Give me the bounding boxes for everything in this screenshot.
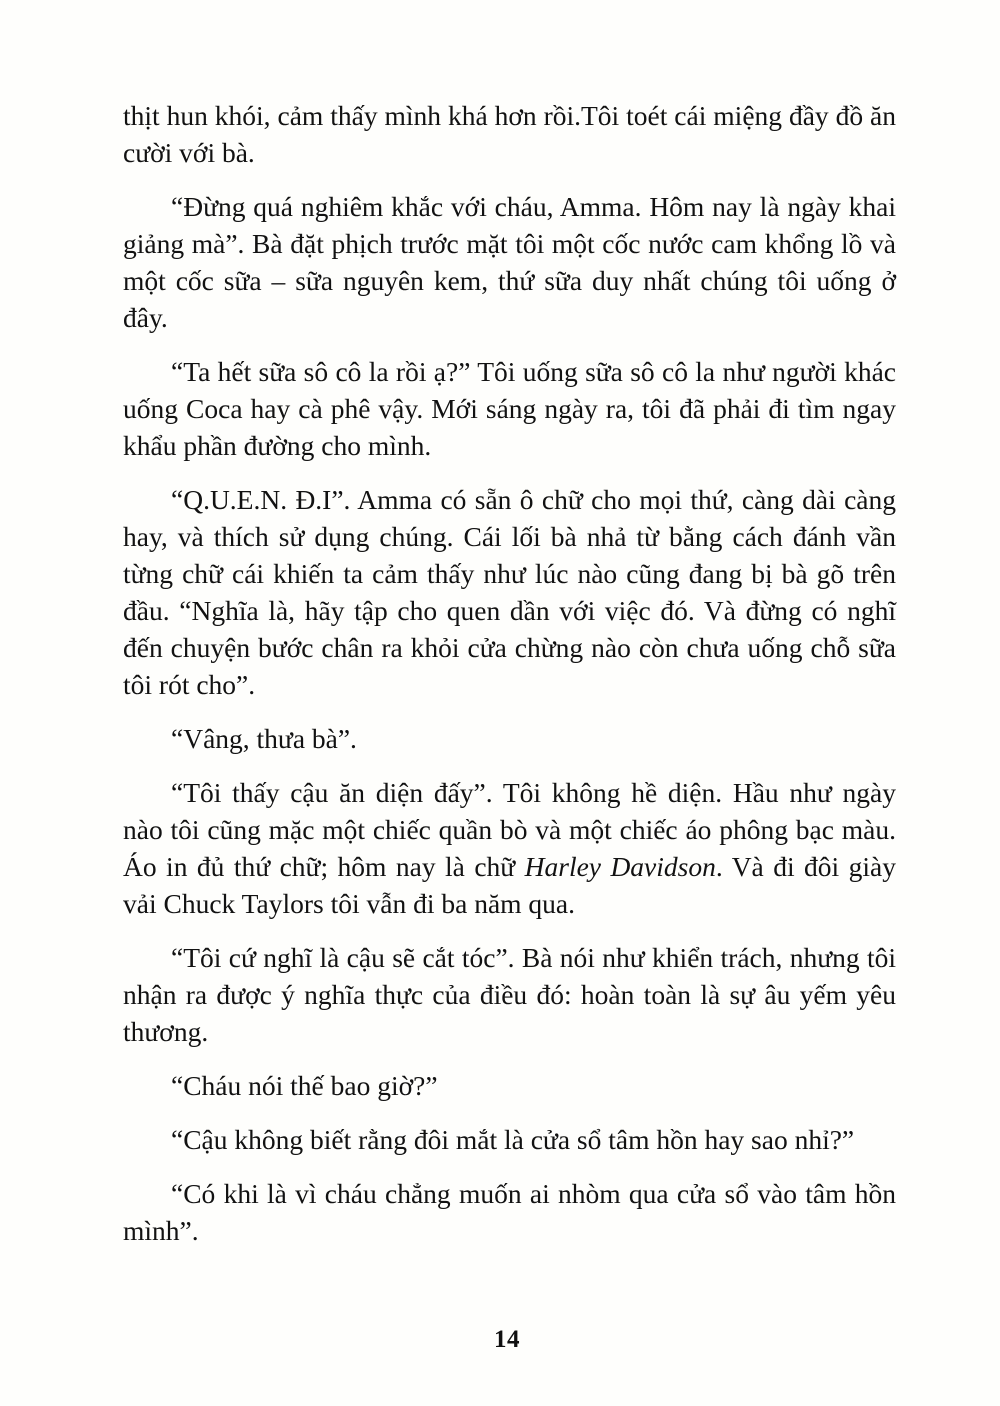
italic-text-run: Harley Davidson xyxy=(524,851,716,882)
page-number: 14 xyxy=(494,1326,520,1353)
text-run: thịt hun khói, cảm thấy mình khá hơn rồi.Tôi toét cái miệng đầy đồ ăn cười với bà. xyxy=(123,100,896,168)
text-run: “Ta hết sữa sô cô la rồi ạ?” Tôi uống sữa sô cô la như người khác uống Coca hay cà phê vậy. Mới sáng ngày ra, tôi đã phải đi tìm ngay khẩu phần đường cho mình. xyxy=(123,356,896,461)
text-run: “Có khi là vì cháu chẳng muốn ai nhòm qua cửa sổ vào tâm hồn mình”. xyxy=(123,1178,896,1246)
paragraph xyxy=(123,353,896,464)
paragraph xyxy=(123,1067,896,1104)
paragraph xyxy=(123,1121,896,1158)
text-run: “Cháu nói thế bao giờ?” xyxy=(171,1070,438,1101)
paragraph xyxy=(123,1175,896,1249)
text-run: “Q.U.E.N. Đ.I”. Amma có sẵn ô chữ cho mọi thứ, càng dài càng hay, và thích sử dụng chúng. Cái lối bà nhả từ bằng cách đánh vần từng chữ cái khiến ta cảm thấy như lúc nào cũng đang bị bà gõ trên đầu. “Nghĩa là, hãy tập cho quen dần với việc đó. Và đừng có nghĩ đến chuyện bước chân ra khỏi cửa chừng nào còn chưa uống chỗ sữa tôi rót cho”. xyxy=(123,484,896,700)
text-run: . Và đi đôi giày vải Chuck Taylors tôi vẫn đi ba năm qua. xyxy=(123,851,896,919)
text-run: “Vâng, thưa bà”. xyxy=(171,723,357,754)
text-run: “Tôi thấy cậu ăn diện đấy”. Tôi không hề diện. Hầu như ngày nào tôi cũng mặc một chiếc quần bò và một chiếc áo phông bạc màu. Áo in đủ thứ chữ; hôm nay là chữ xyxy=(123,777,896,882)
page-text xyxy=(123,97,896,1266)
text-run: “Cậu không biết rằng đôi mắt là cửa sổ tâm hồn hay sao nhỉ?” xyxy=(171,1124,855,1155)
text-run: “Đừng quá nghiêm khắc với cháu, Amma. Hôm nay là ngày khai giảng mà”. Bà đặt phịch trước mặt tôi một cốc nước cam khổng lồ và một cốc sữa – sữa nguyên kem, thứ sữa duy nhất chúng tôi uống ở đây. xyxy=(123,191,896,333)
text-run: “Tôi cứ nghĩ là cậu sẽ cắt tóc”. Bà nói như khiển trách, nhưng tôi nhận ra được ý nghĩa thực của điều đó: hoàn toàn là sự âu yếm yêu thương. xyxy=(123,942,896,1047)
paragraph xyxy=(123,774,896,922)
paragraph xyxy=(123,939,896,1050)
paragraph xyxy=(123,720,896,757)
paragraph xyxy=(123,481,896,703)
paragraph xyxy=(123,188,896,336)
paragraph xyxy=(123,97,896,171)
